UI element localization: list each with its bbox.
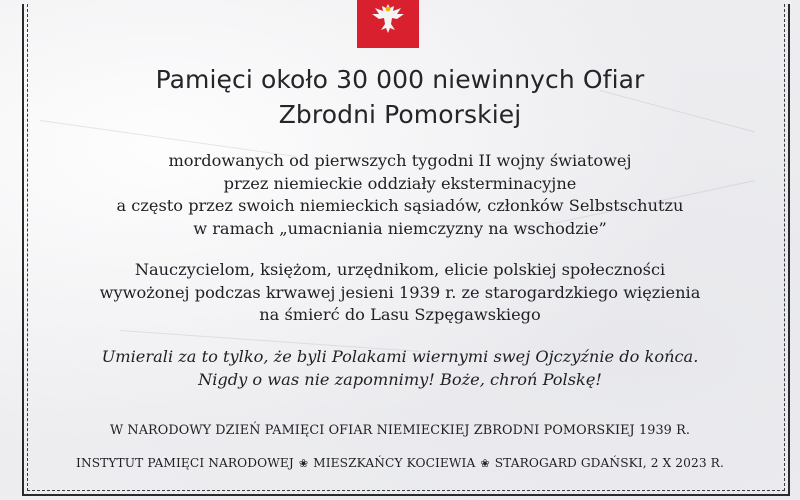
footer-dedication-text: W NARODOWY DZIEŃ PAMIĘCI OFIAR NIEMIECKIEJ ZBRODNI POMORSKIEJ 1939 R. (109, 423, 690, 438)
paragraph-line: w ramach „umacniania niemczyzny na wschodzie” (193, 218, 607, 238)
paragraph-line: a często przez swoich niemieckich sąsiadów, członków Selbstschutzu (116, 196, 684, 215)
founder-ipn: INSTYTUT PAMIĘCI NARODOWEJ (76, 456, 294, 470)
headline-line-2: Zbrodni Pomorskiej (278, 100, 522, 129)
paragraph-line: na śmierć do Lasu Szpęgawskiego (259, 305, 541, 324)
motto-line: Nigdy o was nie zapomnimy! Boże, chroń Polskę! (198, 369, 602, 389)
paragraph-line: mordowanych od pierwszych tygodni II wojny światowej (168, 151, 632, 170)
motto (40, 346, 760, 391)
flower-separator-icon: ❀ (480, 457, 490, 470)
footer-dedication (40, 423, 760, 439)
polish-emblem (357, 0, 419, 48)
founder-place-date: STAROGARD GDAŃSKI, 2 X 2023 R. (494, 456, 724, 470)
founder-residents: MIESZKAŃCY KOCIEWIA (313, 456, 476, 470)
founders-line (40, 455, 760, 472)
flower-separator-icon: ❀ (298, 457, 309, 470)
paragraph-line: wywożonej podczas krwawej jesieni 1939 r. ze starogardzkiego więzienia (99, 282, 701, 302)
paragraph-line: przez niemieckie oddziały eksterminacyjne (223, 173, 577, 193)
paragraph-dedication (40, 259, 760, 327)
paragraph-victims (40, 150, 760, 240)
white-eagle-icon (366, 0, 410, 36)
headline (40, 62, 760, 132)
headline-line-1: Pamięci około 30 000 niewinnych Ofiar (155, 65, 645, 94)
footer-founders (40, 455, 760, 472)
motto-line: Umierali za to tylko, że byli Polakami wiernymi swej Ojczyźnie do końca. (101, 347, 699, 366)
paragraph-line: Nauczycielom, księżom, urzędnikom, elicie polskiej społeczności (134, 260, 666, 279)
